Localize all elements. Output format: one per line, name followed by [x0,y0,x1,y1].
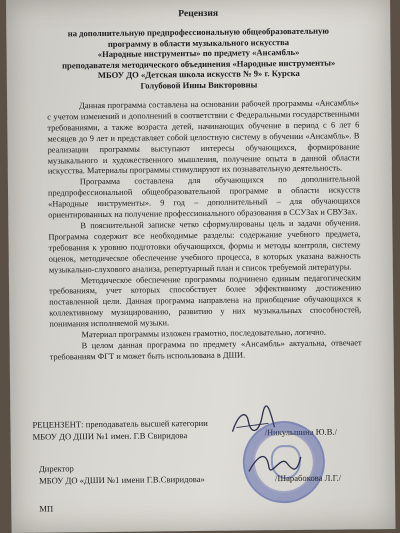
director-title: Директор [38,463,74,474]
document-header [46,6,351,92]
review-body [47,98,362,363]
paragraph: Методическое обеспечение программы подчинено единым педагогическим требованиям, учет которых способствует более эффективному достижению поставленной цели. Данная программа направлена на приобщение обучающихся к коллективному музицированию, развитию у них музыкальных способностей, понимания исполняемой музыки. [49,272,362,329]
header-line: программу в области музыкального искусства [107,36,290,49]
paragraph: В целом данная программа по предмету «Ансамбль» актуальна, отвечает требованиям ФГТ и может быть использована в ДШИ. [49,338,362,362]
header-line: преподавателя методического объединения «Народные инструменты» [62,57,336,71]
reviewer-name: /Никульшина Ю.В./ [264,426,337,438]
document-title: Рецензия [178,7,219,20]
paragraph: В пояснительной записке четко сформулированы цель и задачи обучения. Программа содержит все необходимые разделы: содержание учебного предмета, требования к уровню подготовки обучающихся, формы и методы контроля, систему оценок, методическое обеспечение учебного процесса, в которых указана важность музыкально-слухового анализа, репертуарный план и список требуемой литературы. [48,218,361,275]
header-line: МБОУ ДО «Детская школа искусств № 9» г. Курска [97,68,300,81]
paragraph: Программа составлена для обучающихся по дополнительной предпрофессиональной общеобразовательной программе в области искусств «Народные инструменты». 9 год – дополнительный – для обучающихся ориентированных на получение профессионального образования в ССУЗах и СВУЗах. [47,174,361,220]
header-line: Голубовой Инны Викторовны [140,79,258,91]
header-line: «Народные инструменты» по предмету «Ансамбль» [97,47,300,60]
paragraph: Данная программа составлена на основании рабочей программы «Ансамбль» с учетом изменений и дополнений в соответствии с Федеральными государственными требованиями, а также возраста детей, начинающих обучение в период с 6 лет 6 месяцев до 9 лет и представляет собой целостную систему в обучении «Ансамбль». В реализации программы выступают интересы обучающихся, формирование музыкального и художественного мышления, получение опыта в данной области искусства. Материалы программы стимулируют их познавательную деятельность. [47,98,360,177]
stamp-place-label: МП [39,503,54,514]
document-page [6,0,396,533]
director-name: /Шарабокова Л.Г./ [274,472,342,484]
director-org: МБОУ ДО «ДШИ №1 имени Г.В.Свиридова» [38,473,205,486]
reviewer-line-1: РЕЦЕНЗЕНТ: преподаватель высшей категории [32,417,208,430]
paragraph: Материал программы изложен грамотно, последовательно, логично. [81,327,326,340]
header-line: на дополнительную предпрофессиональную общеобразовательную [67,25,330,39]
reviewer-line-2: МБОУ ДО ДШИ №1 имен. Г.В Свиридова [32,430,188,442]
